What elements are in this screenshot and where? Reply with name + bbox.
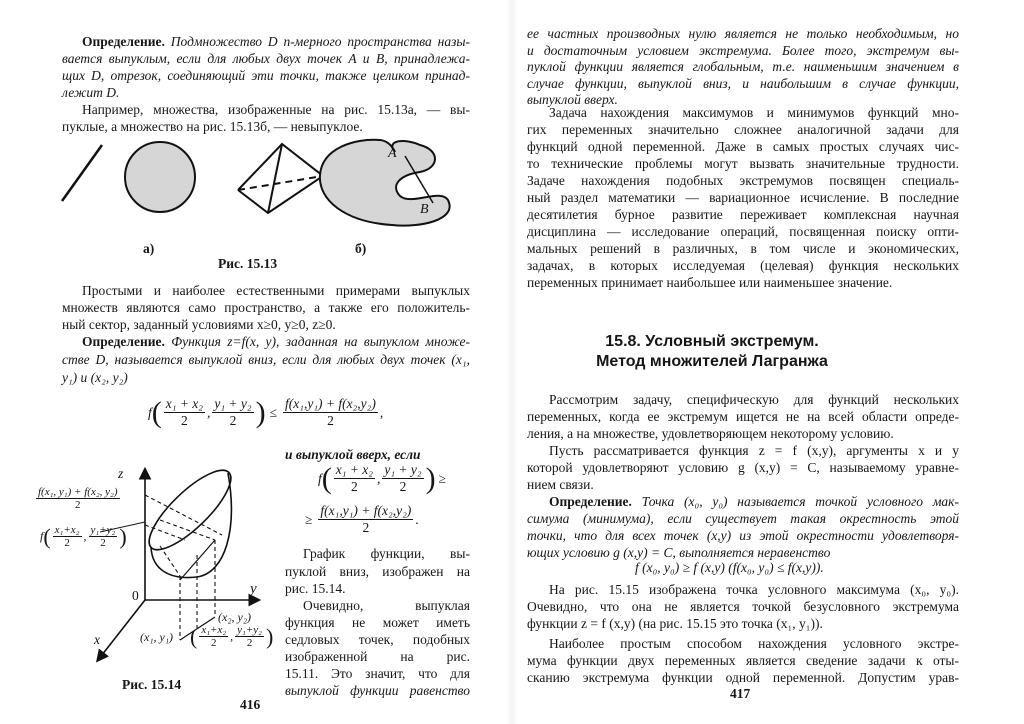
- right-page-p4-line: На рис. 15.15 изображена точка условного максимума (x₀, y₀).: [549, 582, 959, 597]
- formula-punct: ,: [379, 404, 384, 420]
- x-axis-label: x: [94, 632, 100, 647]
- x-axis: [98, 600, 145, 660]
- z-axis-label: z: [118, 466, 124, 481]
- right-page-p3-line: которой удовлетворяют условию g (x,y) = C, называемому уравне-: [527, 460, 959, 475]
- right-page-p3-line: Пусть рассматривается функция z = f (x,y), аргументы x и y: [549, 443, 959, 458]
- figure-15-13: [0, 0, 512, 240]
- right-page-p1-line: функций одной переменной. Даже в самых простых случаях чис-: [527, 139, 959, 154]
- page-number-left: 416: [240, 697, 261, 712]
- right-page-p1-line: ный раздел математики — вариационное исчисление. В последние: [527, 190, 959, 205]
- left-page-p2-line: множеств являются само пространство, а также его положитель-: [62, 300, 470, 315]
- formula-denominator: 2: [327, 413, 334, 428]
- left-page-def1-line: вается выпуклым, если для любых двух точек A и B, принадлежа-: [62, 51, 470, 66]
- right-page-p1-line: то технические проблемы могут вызвать значительные трудности.: [527, 156, 959, 171]
- left-page-def1-line: щих D, отрезок, соединяющий эти точки, также целиком принад-: [62, 68, 470, 83]
- definition-text: Подмножество D n-мерного пространства назы-: [170, 34, 470, 49]
- right-page-def-line: ющих условию g (x,y) = C, выполняется неравенство: [527, 545, 831, 560]
- left-page-col-p2-line: функция не может иметь: [285, 615, 470, 630]
- right-page-def-line: симума (минимума), если существует такая окрестность этой: [527, 511, 959, 526]
- convex-segment-shape: [62, 145, 102, 201]
- right-page-p2-line: Рассмотрим задачу, специфическую для функций нескольких: [549, 392, 959, 407]
- right-page-p1-line: задачах, в которых исследуемая (целевая) функция нескольких: [527, 258, 959, 273]
- formula-denominator: 2: [351, 479, 358, 494]
- conditional-max-inequality: f (x₀, y₀) ≥ f (x,y) (f(x₀, y₀) ≤ f(x,y)).: [635, 560, 824, 575]
- right-page-p1-line: десятилетия бурное развитие переживает комплексная научная: [527, 207, 959, 222]
- formula-denominator: 2: [399, 479, 407, 494]
- left-page-p2-line: Простыми и наиболее естественными примерами выпуклых: [82, 283, 470, 298]
- right-page-p5-line: мума функции двух переменных является сведение задачи к оты-: [527, 653, 959, 668]
- formula-numerator: f(x₁,y₁) + f(x₂,y₂): [320, 503, 412, 518]
- sum-label: [34, 486, 122, 511]
- formula-f: f: [318, 470, 322, 486]
- definition-label: Определение.: [82, 34, 165, 49]
- definition-text: Функция z=f(x, y), заданная на выпуклом множе-: [171, 334, 471, 349]
- definition-text: Точка (x₀, y₀) называется точкой условного мак-: [641, 494, 959, 509]
- figure-15-14-caption: Рис. 15.14: [122, 677, 182, 692]
- left-page-def2-line: [82, 333, 470, 350]
- formula-relation: ≥: [305, 511, 313, 527]
- left-page-col-p2-line: изображенной на рис.: [285, 649, 470, 664]
- right-page-def-line: точки, что для всех точек (x,y) из этой окрестности удовлетворя-: [527, 528, 959, 543]
- label-numerator: y₁+y₂: [90, 524, 116, 536]
- formula-numerator: x₁ + x₂: [165, 396, 203, 411]
- right-page-p4-line: функции z = f (x,y) (на рис. 15.15 это точка (x₁, y₁)).: [527, 616, 823, 631]
- right-page-p0-line: и достаточным условием экстремума. Более того, экстремум вы-: [527, 42, 959, 58]
- right-page-p1-line: дисциплина — исследование операций, посвященная поиску опти-: [527, 224, 959, 239]
- projection-lines: [145, 495, 222, 640]
- left-page-col-p2-line: седловых точек, подобных: [285, 632, 470, 647]
- definition-label: Определение.: [549, 494, 632, 509]
- formula-f: f: [148, 404, 152, 420]
- left-page-col-p1-line: пуклой вниз, изображен на: [285, 563, 470, 579]
- point-a-label: A: [388, 146, 397, 161]
- right-page-p5-line: сканию экстремума функции одной переменной. Допустим урав-: [527, 670, 959, 685]
- left-page-def2-line: стве D, называется выпуклой вниз, если для любых двух точек (x₁,: [62, 352, 470, 367]
- left-page-col-p3-line: выпуклой функции равенство: [285, 683, 470, 698]
- left-page-def1-line: лежит D.: [62, 85, 120, 100]
- convex-disk-shape: [125, 142, 195, 212]
- label-numerator: f(x₁, y₁) + f(x₂, y₂): [38, 486, 118, 498]
- right-page-p2-line: переменных, когда ее экстремум ищется не на всей области опреде-: [527, 409, 959, 424]
- convex-down-formula: f ( $\frac{\text{x₁ + x₂}}{2}$ , $\frac{\text{y₁ + y₂}}{2}$ ) ≤ $\frac{\text{f(x₁,y₁) + f(x₂,y₂)}}{2}$ ,: [148, 395, 384, 429]
- page-number-right: 417: [730, 686, 751, 701]
- nonconvex-shape: [320, 140, 450, 226]
- figure-label-b: б): [355, 241, 367, 256]
- right-page-p1-line: Задача нахождения максимумов и минимумов функций мно-: [549, 105, 959, 120]
- label-denominator: 2: [75, 499, 81, 511]
- right-page-def-line: [549, 493, 959, 510]
- right-page-p0-line: ее частных производных нулю является не только необходимым, но: [527, 26, 959, 41]
- midpoint-label: ( $\frac{\text{x₁+x₂}}{2}$ , $\frac{\text{y₁+y₂}}{2}$ ): [190, 623, 274, 649]
- right-page-p0-line: выпуклой вверх.: [527, 92, 618, 107]
- convex-up-formula-part2: [305, 503, 419, 536]
- section-heading-line1: 15.8. Условный экстремум.: [605, 333, 819, 350]
- right-page-p4-line: Очевидно, что она не является точкой безусловного экстремума: [527, 599, 959, 614]
- point-b-label: B: [420, 202, 429, 217]
- formula-denominator: 2: [362, 520, 370, 535]
- label-f: f: [40, 529, 44, 543]
- y-axis-label: y: [250, 581, 257, 597]
- formula-numerator: x₁ + x₂: [335, 462, 373, 477]
- figure-15-13-caption: Рис. 15.13: [218, 256, 278, 271]
- figure-label-a: а): [143, 241, 155, 256]
- formula-numerator: y₁ + y₂: [384, 462, 422, 477]
- section-heading-line2: Метод множителей Лагранжа: [596, 353, 828, 370]
- formula-denominator: 2: [229, 413, 237, 428]
- definition-label: Определение.: [82, 334, 165, 349]
- left-page-col-p1-line: График функции, вы-: [303, 546, 470, 561]
- label-denominator: 2: [100, 537, 106, 549]
- right-page-p1-line: переменных принимает наибольшее или наименьшее значение.: [527, 275, 893, 290]
- right-page-p1-line: гих переменных значительно сложнее аналогичной задачи для: [527, 122, 959, 137]
- point2-label: (x₂, y₂): [218, 610, 251, 624]
- label-denominator: 2: [211, 637, 217, 649]
- left-page-p1-line: Например, множества, изображенные на рис. 15.13а, — вы-: [82, 102, 470, 117]
- label-numerator: x₁+x₂: [201, 624, 227, 636]
- right-page-p3-line: нием связи.: [527, 477, 594, 492]
- convex-up-formula-part1: f ( $\frac{\text{x₁ + x₂}}{2}$ , $\frac{\text{y₁ + y₂}}{2}$ ) ≥: [318, 461, 447, 495]
- right-page-p5-line: Наиболее простым способом нахождения условного экстре-: [549, 636, 959, 651]
- formula-punct: .: [415, 511, 419, 527]
- midpoint-value-label: f ( $\frac{\text{x₁+x₂}}{2}$ , $\frac{\text{y₁+y₂}}{2}$ ): [40, 523, 127, 549]
- left-page-col-p2-line: 15.11. Это значит, что для: [285, 666, 470, 681]
- formula-relation: ≤: [269, 404, 278, 420]
- label-numerator: x₁+x₂: [54, 524, 80, 536]
- right-page-p0-line: пуклой функции является глобальным, т.е. наименьшим значением в: [527, 59, 959, 74]
- formula-numerator: f(x₁,y₁) + f(x₂,y₂): [285, 396, 376, 411]
- origin-label: 0: [132, 588, 139, 603]
- label-denominator: 2: [64, 537, 70, 549]
- convex-up-intro: и выпуклой вверх, если: [285, 447, 421, 462]
- right-page-p1-line: мальных решений в различных, в том числе и экономических,: [527, 241, 959, 256]
- label-denominator: 2: [246, 637, 253, 649]
- label-numerator: y₁+y₂: [237, 624, 263, 636]
- right-page-p2-line: ления, а на множестве, удовлетворяющем некоторому условию.: [527, 426, 894, 441]
- left-page-p2-line: ный сектор, заданный условиями x≥0, y≥0, z≥0.: [62, 317, 336, 332]
- right-page-p1-line: Задаче нахождения подобных экстремумов посвящен специаль-: [527, 173, 959, 188]
- formula-relation: ≥: [438, 470, 447, 486]
- convex-pyramid-shape: [238, 144, 323, 213]
- left-page-col-p1-line: рис. 15.14.: [285, 581, 346, 596]
- left-page-col-p2-line: Очевидно, выпуклая: [303, 598, 470, 613]
- formula-denominator: 2: [181, 413, 188, 428]
- right-page-p0-line: случае функции, выпуклой вниз, и наибольшим в случае функции,: [527, 75, 959, 91]
- formula-numerator: y₁ + y₂: [214, 396, 252, 411]
- point1-label: (x₁, y₁): [140, 630, 173, 644]
- left-page-p1-line: пуклые, а множество на рис. 15.13б, — невыпуклое.: [62, 119, 363, 134]
- convex-surface: [151, 473, 231, 578]
- left-page-def2-line: y₁) и (x₂, y₂): [62, 370, 128, 385]
